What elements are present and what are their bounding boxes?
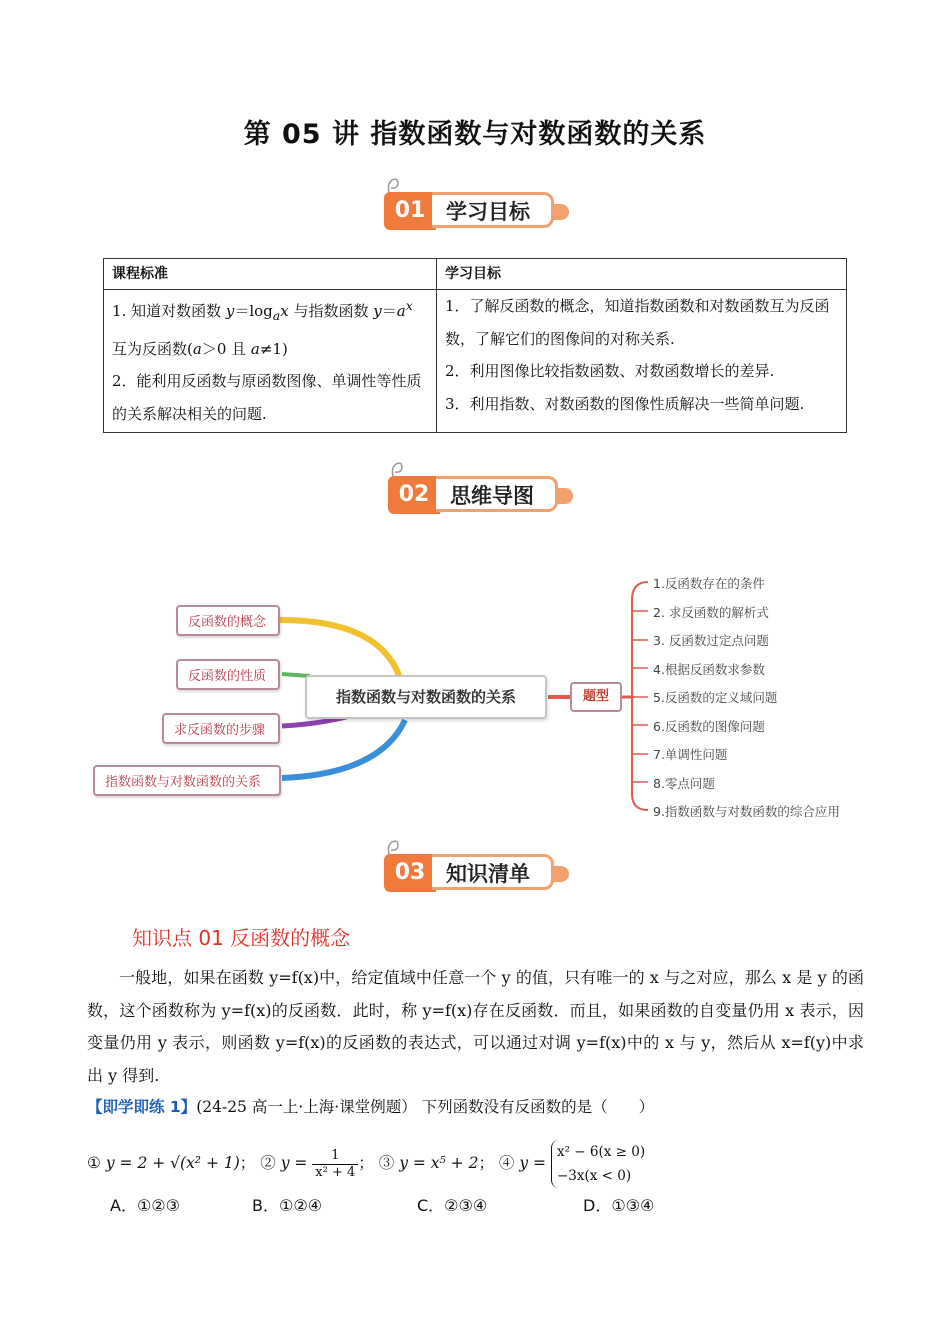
table-cell-goals [437,290,847,433]
mindmap-leaf: 2. 求反函数的解析式 [653,605,769,620]
item-number: ③ [378,1154,395,1172]
mindmap-node-steps: 求反函数的步骤 [162,713,280,744]
knowledge-point-title: 知识点 01 反函数的概念 [132,926,351,950]
section-header-03 [384,844,569,892]
section-label: 知识清单 [432,854,554,890]
function-2-fraction: $\frac{1}{\text{x² + 4}}$ [312,1148,358,1181]
item-number: ② [260,1154,276,1172]
mindmap-node-relation: 指数函数与对数函数的关系 [93,765,281,796]
exercise-tag: 【即学即练 1】 [87,1098,197,1116]
connector-blue [282,720,405,778]
mindmap-node-concept: 反函数的概念 [176,605,280,636]
mindmap-leaf: 7.单调性问题 [653,747,728,762]
exercise-question: 下列函数没有反函数的是（ ） [421,1098,655,1116]
mindmap-leaf: 3. 反函数过定点问题 [653,633,769,648]
exercise-options: ① y = 2 + √(x² + 1)； ② y = $\frac{1}{\text{x² + 4}}$ ； ③ y = x⁵ + 2； ④ y = x² − 6(x ≥ 0) −3x(x < 0) [87,1140,645,1188]
section-tab-cap [555,488,573,504]
mindmap-leaf: 5.反函数的定义域问题 [653,690,778,705]
mindmap-leaf: 9.指数函数与对数函数的综合应用 [653,804,840,819]
curriculum-table [103,258,847,433]
function-4-cases: x² − 6(x ≥ 0) −3x(x < 0) [551,1140,645,1188]
mindmap-center-node: 指数函数与对数函数的关系 [305,675,547,719]
exercise-source: (24-25 高一上·上海·课堂例题） [196,1098,417,1116]
mindmap-leaf: 1.反函数存在的条件 [653,576,765,591]
knowledge-paragraph: 一般地，如果在函数 y=f(x)中，给定值域中任意一个 y 的值，只有唯一的 x 与之对应，那么 x 是 y 的函数，这个函数称为 y=f(x)的反函数．此时，称 y=f(x)存在反函数．而且，如果函数的自变量仍用 x 表示，因变量仍用 y 表示，则函数 y=f(x)的反函数的表达式，可以通过对调 y=f(x)中的 x 与 y，然后从 x=f(y)中求出 y 得到. [87,968,864,1085]
mindmap-topic-node: 题型 [570,682,622,712]
table-header-standard: 课程标准 [104,259,437,290]
table-header-goals: 学习目标 [437,259,847,290]
goal-item: 3．利用指数、对数函数的图像性质解决一些简单问题. [445,394,805,413]
connector-yellow [280,620,400,678]
choice-a[interactable]: A．①②③ [110,1196,180,1215]
section-number: 03 [384,854,436,892]
mindmap-leaf: 4.根据反函数求参数 [653,662,765,677]
section-tab-cap [551,204,569,220]
choice-c[interactable]: C．②③④ [417,1196,488,1215]
section-number: 02 [388,476,440,514]
goal-item: 1．了解反函数的概念，知道指数函数和对数函数互为反函数，了解它们的图像间的对称关系. [445,297,830,348]
section-label: 思维导图 [436,476,558,512]
bracket-red [632,582,648,810]
mindmap-node-property: 反函数的性质 [176,659,280,690]
mindmap-leaf: 6.反函数的图像问题 [653,719,765,734]
function-3: y = x⁵ + 2 [399,1154,479,1172]
section-header-02 [388,466,573,514]
item-number: ① [87,1154,101,1172]
section-number: 01 [384,192,436,230]
section-tab-cap [551,866,569,882]
table-cell-standard: 1. 知道对数函数 $y=\log_ax$ 与指数函数 $y=a^x$ 互为反函数(a＞0 且 a≠1) 2．能利用反函数与原函数图像、单调性等性质的关系解决相关的问题. [104,290,437,433]
page-title: 第 05 讲 指数函数与对数函数的关系 [243,119,707,150]
section-label: 学习目标 [432,192,554,228]
item-number: ④ [498,1154,515,1172]
goal-item: 2．利用图像比较指数函数、对数函数增长的差异. [445,362,775,380]
exercise-line [87,1095,654,1117]
function-1: y = 2 + √(x² + 1) [105,1154,240,1172]
function-4-lhs: y = [519,1154,547,1172]
choice-d[interactable]: D．①③④ [583,1196,655,1215]
section-header-01 [384,182,569,230]
choice-b[interactable]: B．①②④ [252,1196,323,1215]
function-2-lhs: y = [280,1154,308,1172]
mindmap-leaf: 8.零点问题 [653,776,715,791]
